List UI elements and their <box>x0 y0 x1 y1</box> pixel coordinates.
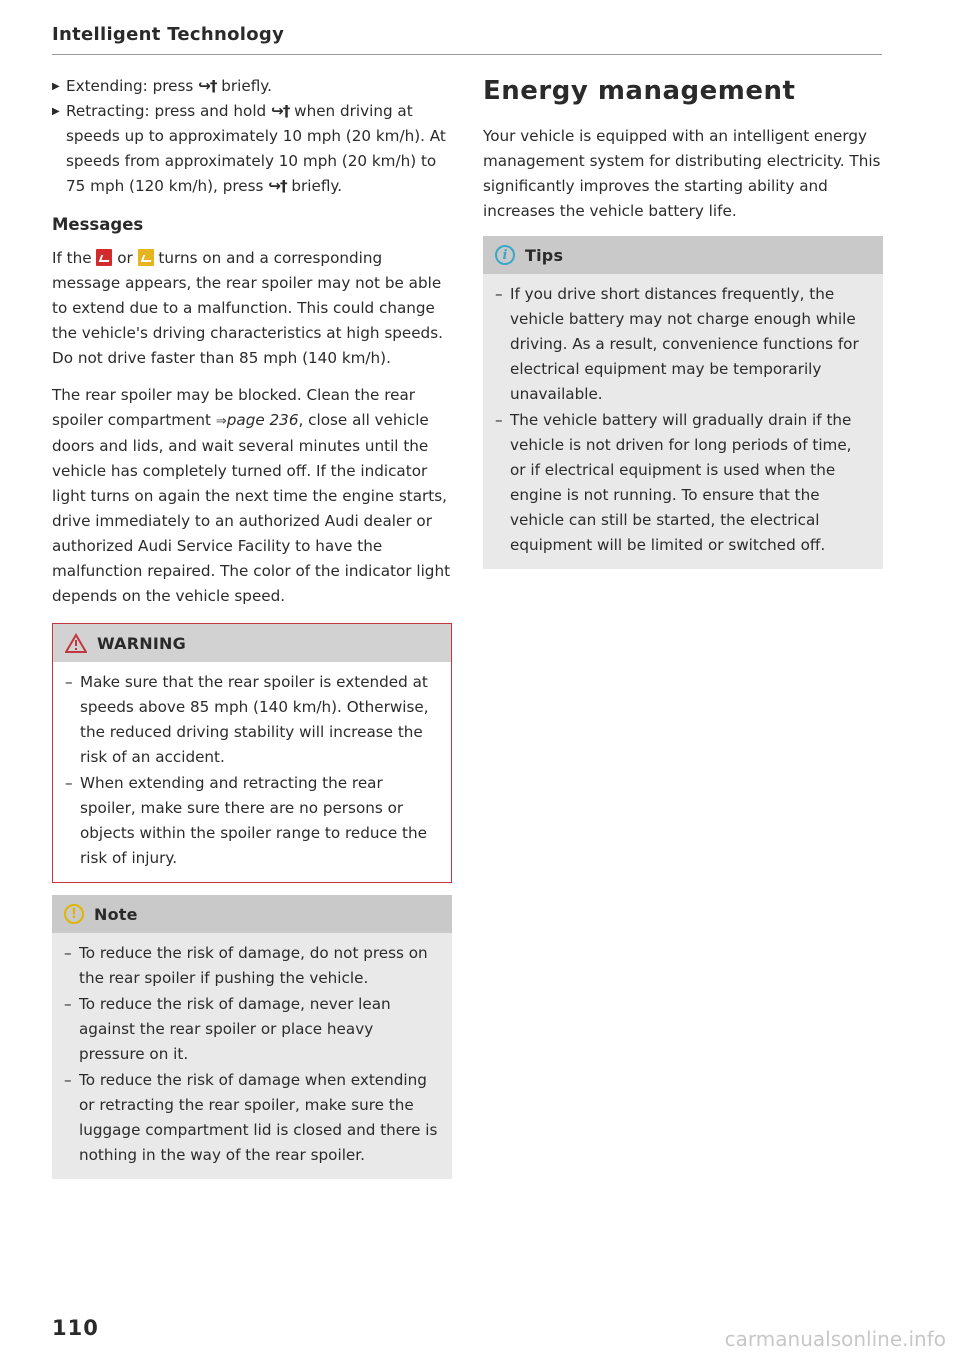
messages-heading: Messages <box>52 215 144 234</box>
warning-body <box>53 662 451 882</box>
blocked-spoiler-paragraph <box>52 383 452 609</box>
note-title: Note <box>94 904 138 924</box>
list-item <box>64 1068 440 1168</box>
right-column <box>483 74 883 569</box>
header-divider <box>52 54 882 55</box>
note-box <box>52 895 452 1179</box>
dash-marker: – <box>64 995 72 1013</box>
list-item-text: When extending and retracting the rear spoiler, make sure there are no persons or objects within the spoiler range to reduce the risk of injury. <box>80 774 427 867</box>
warning-header <box>53 624 451 662</box>
page-header <box>52 24 882 55</box>
spoiler-indicator-yellow-icon <box>138 249 154 266</box>
spoiler-operation-list <box>52 74 452 199</box>
list-item-text: If you drive short distances frequently, the vehicle battery may not charge enough while driving. As a result, convenience functions for electrical equipment may be temporarily unavailable. <box>510 285 859 403</box>
header-title: Intelligent Technology <box>52 24 285 45</box>
dash-marker: – <box>495 285 503 303</box>
page-number: 110 <box>52 1316 99 1340</box>
paragraph-text: If the <box>52 249 97 267</box>
list-item-text: Make sure that the rear spoiler is extended at speeds above 85 mph (140 km/h). Otherwise, the reduced driving stability will increase the risk of an accident. <box>80 673 429 766</box>
bullet-text: Extending: press <box>66 77 199 95</box>
paragraph-text: , close all vehicle doors and lids, and wait several minutes until the vehicle has completely turned off. If the indicator light turns on again the next time the engine starts, drive immediately to an authorized Audi dealer or authorized Audi Service Facility to have the malfunction repaired. The color of the indicator light depends on the vehicle speed. <box>52 411 451 605</box>
bullet-text: briefly. <box>216 77 272 95</box>
bullet-triangle-icon: ▶ <box>52 81 60 92</box>
dash-marker: – <box>65 673 73 691</box>
list-item <box>495 408 871 558</box>
warning-triangle-icon <box>65 633 87 653</box>
warning-list <box>65 670 439 871</box>
dash-marker: – <box>64 944 72 962</box>
warning-box <box>52 623 452 883</box>
spoiler-symbol-icon: ↪† <box>198 77 217 95</box>
info-icon: i <box>495 245 515 265</box>
paragraph-text: The rear spoiler may be blocked. Clean the rear spoiler compartment <box>52 386 416 429</box>
note-icon: ! <box>64 904 84 924</box>
list-item <box>52 99 452 199</box>
page-reference-link[interactable]: page 236 <box>226 411 299 429</box>
list-item-text: The vehicle battery will gradually drain if the vehicle is not driven for long periods of time, or if electrical equipment is used when the engine is not running. To ensure that the vehicle can still be started, the electrical equipment will be limited or switched off. <box>510 411 852 554</box>
spoiler-symbol-icon: ↪† <box>268 177 287 195</box>
dash-marker: – <box>64 1071 72 1089</box>
spoiler-symbol-icon: ↪† <box>271 102 290 120</box>
list-item-text: To reduce the risk of damage, never lean against the rear spoiler or place heavy pressure on it. <box>79 995 391 1063</box>
tips-list <box>495 282 871 558</box>
tips-header <box>483 236 883 274</box>
tips-title: Tips <box>525 245 564 265</box>
dash-marker: – <box>65 774 73 792</box>
list-item-text: To reduce the risk of damage when extending or retracting the rear spoiler, make sure the luggage compartment lid is closed and there is nothing in the way of the rear spoiler. <box>79 1071 438 1164</box>
note-list <box>64 941 440 1168</box>
bullet-triangle-icon: ▶ <box>52 106 60 117</box>
list-item <box>52 74 452 99</box>
dash-marker: – <box>495 411 503 429</box>
left-column <box>52 74 452 1179</box>
bullet-text: when driving at speeds up to approximately 10 mph (20 km/h). At speeds from approximately 10 mph (20 km/h) to 75 mph (120 km/h), press <box>66 102 446 195</box>
tips-body <box>483 274 883 569</box>
paragraph-text: or <box>112 249 138 267</box>
list-item-text: To reduce the risk of damage, do not press on the rear spoiler if pushing the vehicle. <box>79 944 428 987</box>
list-item <box>64 992 440 1067</box>
energy-intro-paragraph: Your vehicle is equipped with an intelligent energy management system for distributing electricity. This significantly improves the starting ability and increases the vehicle battery life. <box>483 127 881 220</box>
section-title: Energy management <box>483 76 796 106</box>
messages-paragraph <box>52 246 452 371</box>
list-item <box>65 670 439 770</box>
bullet-text: briefly. <box>286 177 343 195</box>
warning-title: WARNING <box>97 633 186 653</box>
spoiler-indicator-red-icon <box>96 249 112 266</box>
watermark-text: carmanualsonline.info <box>724 1327 946 1351</box>
paragraph-text: turns on and a corresponding message appears, the rear spoiler may not be able to extend due to a malfunction. This could change the vehicle's driving characteristics at high speeds. Do not drive faster than 85 mph (140 km/h). <box>52 249 443 367</box>
tips-box <box>483 236 883 569</box>
note-header <box>52 895 452 933</box>
cross-reference-arrow-icon: ⇒ <box>215 414 227 429</box>
list-item <box>65 771 439 871</box>
list-item <box>64 941 440 991</box>
list-item <box>495 282 871 407</box>
bullet-text: Retracting: press and hold <box>66 102 272 120</box>
note-body <box>52 933 452 1179</box>
